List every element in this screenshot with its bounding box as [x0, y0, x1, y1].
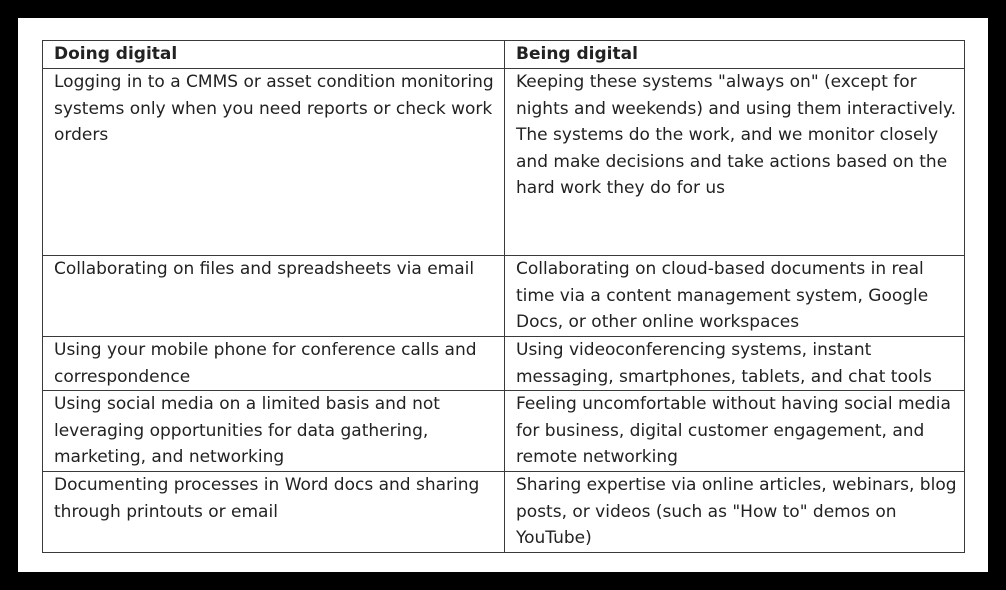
being-text: Collaborating on cloud-based documents in real time via a content management system, Google Docs, or other online workspaces [516, 259, 929, 332]
doing-cell [43, 472, 505, 553]
image-frame [18, 18, 988, 572]
doing-cell [43, 69, 505, 256]
being-text: Feeling uncomfortable without having social media for business, digital customer engagement, and remote networking [516, 394, 951, 467]
being-cell [505, 391, 965, 472]
being-cell [505, 256, 965, 337]
doing-text: Logging in to a CMMS or asset condition monitoring systems only when you need reports or check work orders [54, 72, 494, 145]
doing-cell [43, 337, 505, 391]
doing-text: Using social media on a limited basis and not leveraging opportunities for data gathering, marketing, and networking [54, 394, 440, 467]
doing-cell [43, 256, 505, 337]
being-text: Keeping these systems "always on" (except for nights and weekends) and using them interactively. The systems do the work, and we monitor closely and make decisions and take actions based on the hard work they do for us [516, 72, 956, 198]
being-text: Sharing expertise via online articles, webinars, blog posts, or videos (such as "How to" demos on YouTube) [516, 475, 957, 548]
being-cell [505, 337, 965, 391]
comparison-table [42, 40, 965, 553]
being-cell [505, 472, 965, 553]
being-cell [505, 69, 965, 256]
doing-cell [43, 391, 505, 472]
header-being-digital: Being digital [505, 41, 965, 69]
being-text: Using videoconferencing systems, instant messaging, smartphones, tablets, and chat tools [516, 340, 932, 387]
doing-text: Collaborating on files and spreadsheets via email [54, 259, 475, 279]
header-doing-digital: Doing digital [43, 41, 505, 69]
doing-text: Using your mobile phone for conference calls and correspondence [54, 340, 477, 387]
doing-text: Documenting processes in Word docs and sharing through printouts or email [54, 475, 480, 522]
table-row [43, 69, 965, 256]
table-row [43, 337, 965, 391]
table-header-row [43, 41, 965, 69]
table-row [43, 391, 965, 472]
table-row [43, 256, 965, 337]
table-row [43, 472, 965, 553]
